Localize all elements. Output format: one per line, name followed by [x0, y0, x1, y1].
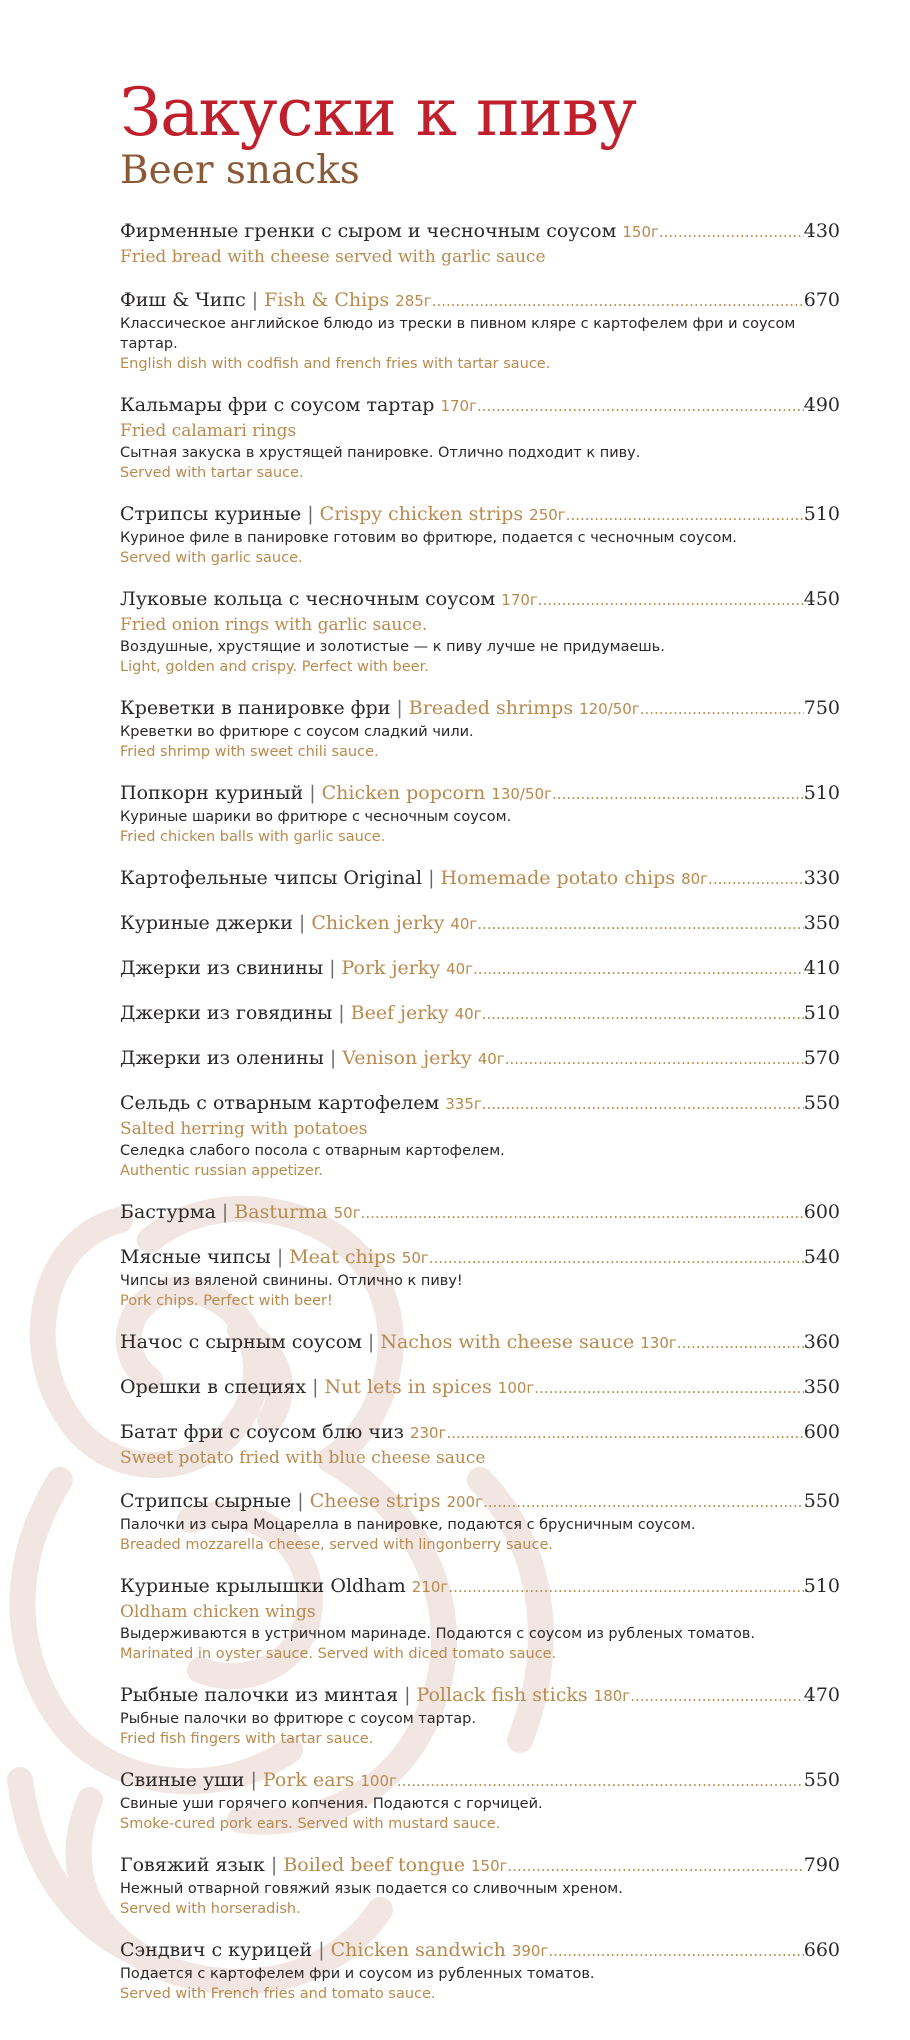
menu-list	[120, 218, 840, 2004]
menu-item-row	[120, 287, 840, 314]
dish-weight: 40г	[477, 1050, 505, 1068]
menu-item-row	[120, 392, 840, 419]
name-separator: |	[404, 1684, 411, 1706]
dot-leader	[508, 1853, 804, 1879]
dot-leader	[429, 1245, 804, 1271]
dot-leader	[446, 1420, 803, 1446]
dish-price: 470	[803, 1684, 840, 1706]
dish-description-en: Served with horseradish.	[120, 1901, 301, 1917]
dot-leader	[477, 911, 803, 937]
dish-name-ru: Стрипсы куриные	[120, 503, 302, 525]
dish-weight: 200г	[446, 1493, 483, 1511]
dish-price: 360	[803, 1331, 840, 1353]
dish-weight: 150г	[622, 223, 659, 241]
dish-name-ru: Свиные уши	[120, 1769, 245, 1791]
dish-name-ru: Луковые кольца с чесночным соусом	[120, 588, 496, 610]
dish-weight: 130/50г	[491, 785, 552, 803]
dot-leader	[448, 1574, 803, 1600]
dot-leader	[397, 1768, 804, 1794]
dish-weight: 50г	[401, 1249, 429, 1267]
menu-item	[120, 1488, 840, 1555]
dish-name-en: Pollack fish sticks	[416, 1684, 588, 1706]
dish-name-ru: Сэндвич с курицей	[120, 1939, 313, 1961]
menu-item	[120, 1199, 840, 1226]
menu-item-row	[120, 1000, 840, 1027]
dish-description-en: Served with garlic sauce.	[120, 550, 303, 566]
menu-item	[120, 501, 840, 568]
dish-description-ru: Свиные уши горячего копчения. Подаются с горчицей.	[120, 1796, 543, 1812]
dish-price: 490	[803, 394, 840, 416]
dish-weight: 120/50г	[579, 700, 640, 718]
menu-item-row	[120, 865, 840, 892]
dish-name-ru: Попкорн куриный	[120, 782, 304, 804]
menu-item	[120, 1852, 840, 1919]
name-separator: |	[309, 782, 316, 804]
dish-name-ru: Креветки в панировке фри	[120, 697, 391, 719]
dish-description-en: Smoke-cured pork ears. Served with mustard sauce.	[120, 1816, 501, 1832]
menu-item	[120, 1244, 840, 1311]
dish-description-en: Fried chicken balls with garlic sauce.	[120, 829, 386, 845]
name-separator: |	[318, 1939, 325, 1961]
dish-name-en: Nachos with cheese sauce	[380, 1331, 635, 1353]
dish-name-ru: Начос с сырным соусом	[120, 1331, 362, 1353]
dish-name-ru: Джерки из оленины	[120, 1047, 324, 1069]
menu-item-row	[120, 1937, 840, 1964]
menu-item	[120, 955, 840, 982]
dish-weight: 170г	[440, 397, 477, 415]
menu-item	[120, 287, 840, 374]
dish-price: 450	[803, 588, 840, 610]
name-separator: |	[297, 1490, 304, 1512]
name-separator: |	[329, 1047, 337, 1069]
dish-price: 570	[803, 1047, 840, 1069]
dish-price: 510	[803, 1002, 840, 1024]
dish-weight: 180г	[593, 1687, 631, 1705]
dish-name-ru: Рыбные палочки из минтая	[120, 1684, 399, 1706]
dot-leader	[677, 1330, 804, 1356]
dish-price: 600	[803, 1201, 840, 1223]
name-separator: |	[338, 1002, 345, 1024]
dish-name-ru: Куриные джерки	[120, 912, 293, 934]
dot-leader	[552, 781, 804, 807]
menu-item-row	[120, 955, 840, 982]
dish-name-en: Homemade potato chips	[440, 867, 676, 889]
menu-item	[120, 1937, 840, 2004]
dish-price: 410	[803, 957, 840, 979]
menu-item	[120, 1682, 840, 1749]
dish-price: 330	[803, 867, 840, 889]
dish-description-ru: Селедка слабого посола с отварным картофелем.	[120, 1143, 505, 1159]
dot-leader	[630, 1683, 804, 1709]
dot-leader	[482, 1091, 804, 1117]
dish-name-ru: Фиш & Чипс	[120, 289, 246, 311]
dish-subtitle-en: Salted herring with potatoes	[120, 1119, 368, 1139]
dish-name-ru: Батат фри с соусом блю чиз	[120, 1421, 404, 1443]
menu-item	[120, 910, 840, 937]
dot-leader	[538, 587, 804, 613]
dot-leader	[361, 1200, 804, 1226]
name-separator: |	[250, 1769, 257, 1791]
menu-item-row	[120, 1419, 840, 1446]
menu-item-row	[120, 695, 840, 722]
dish-price: 350	[803, 1376, 840, 1398]
dish-name-en: Breaded shrimps	[408, 697, 574, 719]
menu-item-row	[120, 1852, 840, 1879]
menu-page	[120, 76, 840, 2022]
dot-leader	[473, 956, 804, 982]
dish-name-en: Cheese strips	[309, 1490, 441, 1512]
name-separator: |	[428, 867, 435, 889]
name-separator: |	[307, 503, 314, 525]
page-title: Закуски к пиву	[120, 74, 636, 151]
dish-description-en: English dish with codfish and french fries with tartar sauce.	[120, 356, 551, 372]
dish-price: 510	[803, 782, 840, 804]
menu-item-row	[120, 501, 840, 528]
menu-item-row	[120, 1090, 840, 1117]
dish-name-ru: Джерки из свинины	[120, 957, 324, 979]
menu-item	[120, 392, 840, 483]
menu-item	[120, 218, 840, 269]
dish-description-en: Fried fish fingers with tartar sauce.	[120, 1731, 374, 1747]
dish-weight: 50г	[333, 1204, 361, 1222]
menu-item-row	[120, 1374, 840, 1401]
menu-item	[120, 586, 840, 677]
dish-price: 350	[803, 912, 840, 934]
dish-name-en: Basturma	[234, 1201, 328, 1223]
name-separator: |	[312, 1376, 319, 1398]
dish-weight: 40г	[446, 960, 474, 978]
menu-item	[120, 865, 840, 892]
menu-item	[120, 1000, 840, 1027]
menu-item-row	[120, 910, 840, 937]
dot-leader	[708, 866, 804, 892]
dish-description-ru: Сытная закуска в хрустящей панировке. Отлично подходит к пиву.	[120, 445, 641, 461]
dish-price: 430	[803, 220, 840, 242]
menu-item-row	[120, 1199, 840, 1226]
menu-item	[120, 1573, 840, 1664]
dish-price: 550	[803, 1490, 840, 1512]
dish-description-ru: Нежный отварной говяжий язык подается со сливочным хреном.	[120, 1881, 623, 1897]
dot-leader	[505, 1046, 804, 1072]
dot-leader	[477, 393, 804, 419]
menu-item	[120, 1329, 840, 1356]
menu-item	[120, 1374, 840, 1401]
dot-leader	[548, 1938, 803, 1964]
dish-description-ru: Палочки из сыра Моцарелла в панировке, подаются с брусничным соусом.	[120, 1517, 696, 1533]
dish-description-en: Breaded mozzarella cheese, served with lingonberry sauce.	[120, 1537, 554, 1553]
dish-name-ru: Стрипсы сырные	[120, 1490, 292, 1512]
name-separator: |	[396, 697, 403, 719]
dish-weight: 230г	[409, 1424, 447, 1442]
dish-weight: 80г	[681, 870, 709, 888]
dish-name-en: Meat chips	[289, 1246, 396, 1268]
dish-weight: 40г	[454, 1005, 482, 1023]
dot-leader	[659, 219, 804, 245]
menu-item	[120, 1419, 840, 1470]
dish-description-ru: Классическое английское блюдо из трески в пивном кляре с картофелем фри и соусом тартар.	[120, 316, 796, 352]
dish-name-en: Chicken sandwich	[330, 1939, 506, 1961]
name-separator: |	[329, 957, 336, 979]
menu-item-row	[120, 1244, 840, 1271]
dish-subtitle-en: Sweet potato fried with blue cheese sauce	[120, 1448, 486, 1468]
dish-name-ru: Кальмары фри с соусом тартар	[120, 394, 435, 416]
dish-description-en: Pork chips. Perfect with beer!	[120, 1293, 333, 1309]
name-separator: |	[270, 1854, 278, 1876]
dish-name-en: Beef jerky	[350, 1002, 449, 1024]
dish-name-en: Crispy chicken strips	[319, 503, 524, 525]
dish-name-ru: Картофельные чипсы Original	[120, 867, 423, 889]
dish-weight: 170г	[501, 591, 538, 609]
menu-item	[120, 1090, 840, 1181]
dish-weight: 130г	[640, 1334, 677, 1352]
dish-price: 790	[803, 1854, 840, 1876]
dot-leader	[483, 1489, 804, 1515]
dish-name-ru: Фирменные гренки с сыром и чесночным соусом	[120, 220, 617, 242]
dish-name-en: Nut lets in spices	[324, 1376, 492, 1398]
dish-price: 550	[803, 1092, 840, 1114]
dish-description-ru: Креветки во фритюре с соусом сладкий чили.	[120, 724, 474, 740]
dish-name-ru: Куриные крылышки Oldham	[120, 1575, 406, 1597]
dish-weight: 335г	[445, 1095, 482, 1113]
dish-description-ru: Куриные шарики во фритюре с чесночным соусом.	[120, 809, 512, 825]
dish-price: 540	[803, 1246, 840, 1268]
dish-name-en: Pork jerky	[341, 957, 441, 979]
dish-description-ru: Чипсы из вяленой свинины. Отлично к пиву!	[120, 1273, 463, 1289]
dot-leader	[534, 1375, 803, 1401]
dish-weight: 210г	[411, 1578, 449, 1596]
dish-weight: 100г	[360, 1772, 397, 1790]
dish-name-en: Fish & Chips	[264, 289, 390, 311]
dish-name-en: Chicken popcorn	[321, 782, 486, 804]
dish-weight: 390г	[511, 1942, 549, 1960]
page-subtitle: Beer snacks	[120, 148, 360, 193]
dish-description-en: Served with tartar sauce.	[120, 465, 304, 481]
dish-description-ru: Куриное филе в панировке готовим во фритюре, подается с чесночным соусом.	[120, 530, 737, 546]
dish-description-ru: Воздушные, хрустящие и золотистые — к пиву лучше не придумаешь.	[120, 639, 665, 655]
menu-item-row	[120, 218, 840, 245]
dish-price: 550	[803, 1769, 840, 1791]
dish-price: 670	[803, 289, 840, 311]
menu-item-row	[120, 1488, 840, 1515]
menu-item	[120, 780, 840, 847]
dot-leader	[482, 1001, 804, 1027]
dot-leader	[566, 502, 804, 528]
name-separator: |	[367, 1331, 375, 1353]
menu-item-row	[120, 1573, 840, 1600]
dish-name-ru: Джерки из говядины	[120, 1002, 333, 1024]
dish-name-en: Venison jerky	[342, 1047, 472, 1069]
dish-subtitle-en: Fried onion rings with garlic sauce.	[120, 615, 428, 635]
menu-item	[120, 695, 840, 762]
dish-weight: 250г	[529, 506, 566, 524]
menu-item-row	[120, 780, 840, 807]
menu-item-row	[120, 1329, 840, 1356]
dish-name-ru: Мясные чипсы	[120, 1246, 271, 1268]
dish-name-en: Pork ears	[262, 1769, 355, 1791]
dish-price: 600	[803, 1421, 840, 1443]
dish-description-en: Marinated in oyster sauce. Served with diced tomato sauce.	[120, 1646, 557, 1662]
dish-name-ru: Бастурма	[120, 1201, 216, 1223]
dish-subtitle-en: Oldham chicken wings	[120, 1602, 316, 1622]
menu-item-row	[120, 1682, 840, 1709]
name-separator: |	[221, 1201, 229, 1223]
dish-price: 510	[803, 503, 840, 525]
menu-item-row	[120, 1767, 840, 1794]
name-separator: |	[276, 1246, 284, 1268]
dish-description-en: Light, golden and crispy. Perfect with beer.	[120, 659, 429, 675]
dish-price: 750	[803, 697, 840, 719]
menu-item-row	[120, 1045, 840, 1072]
dish-name-en: Chicken jerky	[311, 912, 445, 934]
menu-item	[120, 1045, 840, 1072]
dish-weight: 100г	[497, 1379, 535, 1397]
dot-leader	[640, 696, 804, 722]
dish-subtitle-en: Fried calamari rings	[120, 421, 297, 441]
dish-weight: 40г	[450, 915, 478, 933]
dish-description-ru: Подается с картофелем фри и соусом из рубленных томатов.	[120, 1966, 595, 1982]
dish-name-ru: Орешки в специях	[120, 1376, 307, 1398]
dish-description-en: Fried shrimp with sweet chili sauce.	[120, 744, 379, 760]
menu-item	[120, 1767, 840, 1834]
dish-name-ru: Сельдь с отварным картофелем	[120, 1092, 440, 1114]
dish-subtitle-en: Fried bread with cheese served with garlic sauce	[120, 247, 546, 267]
dish-description-en: Served with French fries and tomato sauce.	[120, 1986, 436, 2002]
dish-description-en: Authentic russian appetizer.	[120, 1163, 324, 1179]
dish-weight: 150г	[471, 1857, 508, 1875]
dish-price: 660	[803, 1939, 840, 1961]
dot-leader	[432, 288, 804, 314]
dish-price: 510	[803, 1575, 840, 1597]
dish-description-ru: Рыбные палочки во фритюре с соусом тартар.	[120, 1711, 476, 1727]
menu-item-row	[120, 586, 840, 613]
name-separator: |	[298, 912, 306, 934]
dish-description-ru: Выдерживаются в устричном маринаде. Подаются с соусом из рубленых томатов.	[120, 1626, 756, 1642]
dish-weight: 285г	[395, 292, 432, 310]
dish-name-ru: Говяжий язык	[120, 1854, 265, 1876]
name-separator: |	[251, 289, 259, 311]
dish-name-en: Boiled beef tongue	[283, 1854, 465, 1876]
